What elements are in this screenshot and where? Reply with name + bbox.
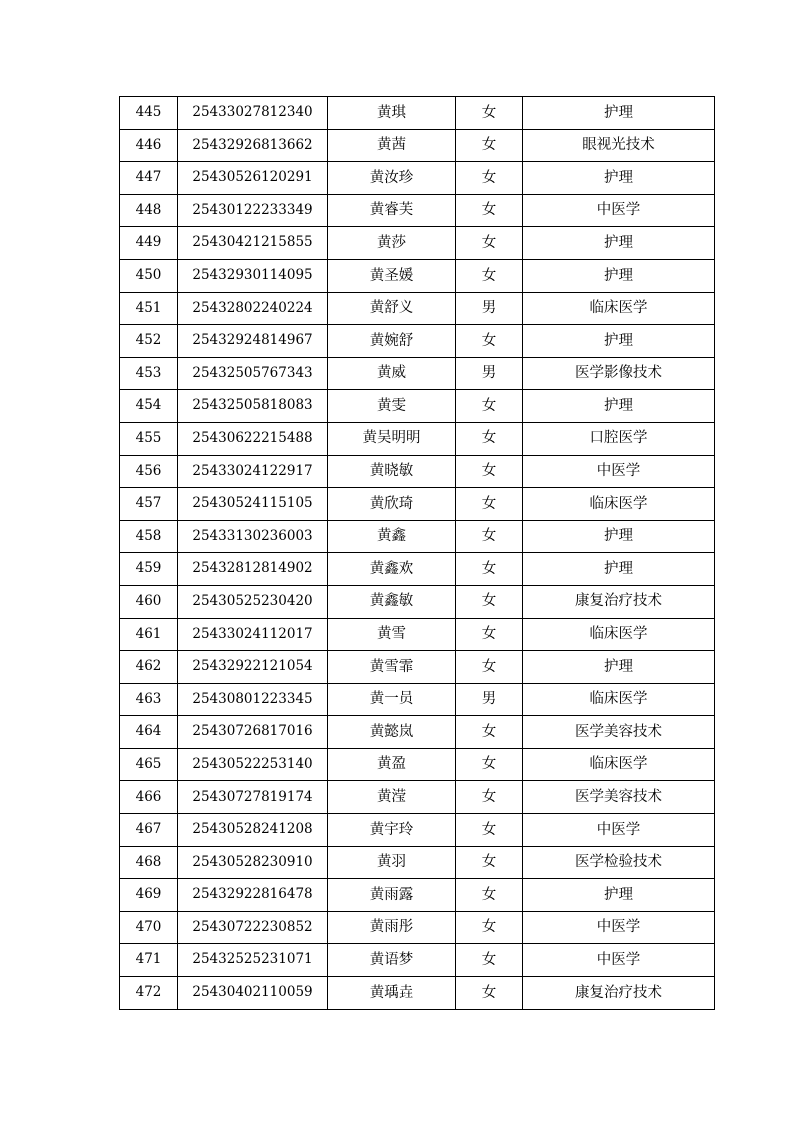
major-cell: 眼视光技术: [523, 129, 715, 162]
student-id-cell: 25430801223345: [178, 683, 328, 716]
table-row: [120, 944, 715, 977]
gender-cell: 女: [456, 716, 523, 749]
student-name-cell: 黄一员: [328, 683, 456, 716]
student-id-cell: 25433024122917: [178, 455, 328, 488]
gender-cell: 女: [456, 97, 523, 130]
student-name-cell: 黄雨露: [328, 879, 456, 912]
student-id-cell: 25433027812340: [178, 97, 328, 130]
major-cell: 护理: [523, 390, 715, 423]
row-number-cell: 450: [120, 259, 178, 292]
student-id-cell: 25432922121054: [178, 651, 328, 684]
table-row: [120, 325, 715, 358]
row-number-cell: 452: [120, 325, 178, 358]
table-row: [120, 553, 715, 586]
gender-cell: 女: [456, 422, 523, 455]
student-id-cell: 25430727819174: [178, 781, 328, 814]
student-name-cell: 黄圣媛: [328, 259, 456, 292]
major-cell: 护理: [523, 651, 715, 684]
table-row: [120, 748, 715, 781]
major-cell: 康复治疗技术: [523, 585, 715, 618]
table-row: [120, 781, 715, 814]
student-name-cell: 黄汝珍: [328, 162, 456, 195]
student-name-cell: 黄吴明明: [328, 422, 456, 455]
student-id-cell: 25430622215488: [178, 422, 328, 455]
gender-cell: 女: [456, 944, 523, 977]
table-row: [120, 162, 715, 195]
student-id-cell: 25430421215855: [178, 227, 328, 260]
gender-cell: 女: [456, 162, 523, 195]
row-number-cell: 449: [120, 227, 178, 260]
gender-cell: 女: [456, 781, 523, 814]
student-name-cell: 黄晓敏: [328, 455, 456, 488]
gender-cell: 女: [456, 553, 523, 586]
table-row: [120, 455, 715, 488]
table-row: [120, 683, 715, 716]
gender-cell: 女: [456, 194, 523, 227]
student-id-cell: 25432505818083: [178, 390, 328, 423]
gender-cell: 男: [456, 292, 523, 325]
student-id-cell: 25430528230910: [178, 846, 328, 879]
student-name-cell: 黄琪: [328, 97, 456, 130]
gender-cell: 女: [456, 520, 523, 553]
student-name-cell: 黄鑫: [328, 520, 456, 553]
row-number-cell: 445: [120, 97, 178, 130]
student-name-cell: 黄瑀垚: [328, 977, 456, 1010]
row-number-cell: 448: [120, 194, 178, 227]
student-name-cell: 黄宇玲: [328, 814, 456, 847]
table-row: [120, 390, 715, 423]
student-name-cell: 黄语梦: [328, 944, 456, 977]
gender-cell: 女: [456, 977, 523, 1010]
row-number-cell: 447: [120, 162, 178, 195]
gender-cell: 男: [456, 683, 523, 716]
table-row: [120, 488, 715, 521]
student-name-cell: 黄鑫欢: [328, 553, 456, 586]
table-row: [120, 879, 715, 912]
major-cell: 临床医学: [523, 618, 715, 651]
gender-cell: 女: [456, 585, 523, 618]
student-name-cell: 黄雪霏: [328, 651, 456, 684]
student-name-cell: 黄莎: [328, 227, 456, 260]
table-row: [120, 911, 715, 944]
major-cell: 医学检验技术: [523, 846, 715, 879]
student-name-cell: 黄懿岚: [328, 716, 456, 749]
student-name-cell: 黄茜: [328, 129, 456, 162]
major-cell: 中医学: [523, 814, 715, 847]
student-id-cell: 25430525230420: [178, 585, 328, 618]
student-id-cell: 25432505767343: [178, 357, 328, 390]
row-number-cell: 451: [120, 292, 178, 325]
student-id-cell: 25430726817016: [178, 716, 328, 749]
student-name-cell: 黄鑫敏: [328, 585, 456, 618]
gender-cell: 女: [456, 325, 523, 358]
table-row: [120, 259, 715, 292]
table-row: [120, 194, 715, 227]
gender-cell: 女: [456, 618, 523, 651]
major-cell: 医学美容技术: [523, 716, 715, 749]
student-name-cell: 黄睿芙: [328, 194, 456, 227]
roster-body: [120, 97, 715, 1010]
gender-cell: 女: [456, 651, 523, 684]
gender-cell: 女: [456, 748, 523, 781]
gender-cell: 女: [456, 488, 523, 521]
row-number-cell: 470: [120, 911, 178, 944]
student-id-cell: 25430526120291: [178, 162, 328, 195]
gender-cell: 女: [456, 846, 523, 879]
row-number-cell: 469: [120, 879, 178, 912]
row-number-cell: 468: [120, 846, 178, 879]
major-cell: 护理: [523, 259, 715, 292]
table-row: [120, 292, 715, 325]
student-id-cell: 25433130236003: [178, 520, 328, 553]
gender-cell: 女: [456, 814, 523, 847]
student-id-cell: 25432924814967: [178, 325, 328, 358]
table-row: [120, 520, 715, 553]
major-cell: 护理: [523, 325, 715, 358]
gender-cell: 女: [456, 390, 523, 423]
gender-cell: 女: [456, 911, 523, 944]
student-id-cell: 25430522253140: [178, 748, 328, 781]
row-number-cell: 467: [120, 814, 178, 847]
gender-cell: 女: [456, 129, 523, 162]
student-id-cell: 25430402110059: [178, 977, 328, 1010]
student-name-cell: 黄盈: [328, 748, 456, 781]
major-cell: 中医学: [523, 194, 715, 227]
row-number-cell: 460: [120, 585, 178, 618]
table-row: [120, 585, 715, 618]
table-row: [120, 227, 715, 260]
row-number-cell: 453: [120, 357, 178, 390]
student-name-cell: 黄羽: [328, 846, 456, 879]
major-cell: 中医学: [523, 911, 715, 944]
gender-cell: 男: [456, 357, 523, 390]
student-id-cell: 25432802240224: [178, 292, 328, 325]
student-name-cell: 黄欣琦: [328, 488, 456, 521]
row-number-cell: 458: [120, 520, 178, 553]
major-cell: 护理: [523, 227, 715, 260]
row-number-cell: 459: [120, 553, 178, 586]
major-cell: 护理: [523, 879, 715, 912]
row-number-cell: 466: [120, 781, 178, 814]
table-row: [120, 846, 715, 879]
student-id-cell: 25432926813662: [178, 129, 328, 162]
row-number-cell: 457: [120, 488, 178, 521]
row-number-cell: 454: [120, 390, 178, 423]
student-name-cell: 黄威: [328, 357, 456, 390]
row-number-cell: 446: [120, 129, 178, 162]
row-number-cell: 462: [120, 651, 178, 684]
table-row: [120, 814, 715, 847]
table-row: [120, 651, 715, 684]
major-cell: 医学影像技术: [523, 357, 715, 390]
student-id-cell: 25430722230852: [178, 911, 328, 944]
student-id-cell: 25430528241208: [178, 814, 328, 847]
major-cell: 护理: [523, 520, 715, 553]
student-name-cell: 黄雪: [328, 618, 456, 651]
row-number-cell: 463: [120, 683, 178, 716]
row-number-cell: 465: [120, 748, 178, 781]
student-id-cell: 25432812814902: [178, 553, 328, 586]
student-name-cell: 黄婉舒: [328, 325, 456, 358]
row-number-cell: 461: [120, 618, 178, 651]
student-name-cell: 黄滢: [328, 781, 456, 814]
student-id-cell: 25432525231071: [178, 944, 328, 977]
major-cell: 中医学: [523, 944, 715, 977]
major-cell: 临床医学: [523, 488, 715, 521]
row-number-cell: 455: [120, 422, 178, 455]
major-cell: 康复治疗技术: [523, 977, 715, 1010]
student-id-cell: 25430122233349: [178, 194, 328, 227]
student-name-cell: 黄雨彤: [328, 911, 456, 944]
gender-cell: 女: [456, 259, 523, 292]
major-cell: 临床医学: [523, 292, 715, 325]
gender-cell: 女: [456, 227, 523, 260]
major-cell: 护理: [523, 97, 715, 130]
major-cell: 临床医学: [523, 683, 715, 716]
table-row: [120, 97, 715, 130]
gender-cell: 女: [456, 455, 523, 488]
student-roster-table: [119, 96, 715, 1010]
student-name-cell: 黄舒义: [328, 292, 456, 325]
student-id-cell: 25432922816478: [178, 879, 328, 912]
student-name-cell: 黄雯: [328, 390, 456, 423]
major-cell: 护理: [523, 162, 715, 195]
student-id-cell: 25433024112017: [178, 618, 328, 651]
table-row: [120, 422, 715, 455]
row-number-cell: 464: [120, 716, 178, 749]
gender-cell: 女: [456, 879, 523, 912]
major-cell: 临床医学: [523, 748, 715, 781]
table-row: [120, 357, 715, 390]
student-id-cell: 25432930114095: [178, 259, 328, 292]
row-number-cell: 471: [120, 944, 178, 977]
row-number-cell: 456: [120, 455, 178, 488]
major-cell: 口腔医学: [523, 422, 715, 455]
major-cell: 护理: [523, 553, 715, 586]
table-row: [120, 716, 715, 749]
row-number-cell: 472: [120, 977, 178, 1010]
major-cell: 中医学: [523, 455, 715, 488]
student-id-cell: 25430524115105: [178, 488, 328, 521]
table-row: [120, 618, 715, 651]
table-row: [120, 129, 715, 162]
table-row: [120, 977, 715, 1010]
major-cell: 医学美容技术: [523, 781, 715, 814]
